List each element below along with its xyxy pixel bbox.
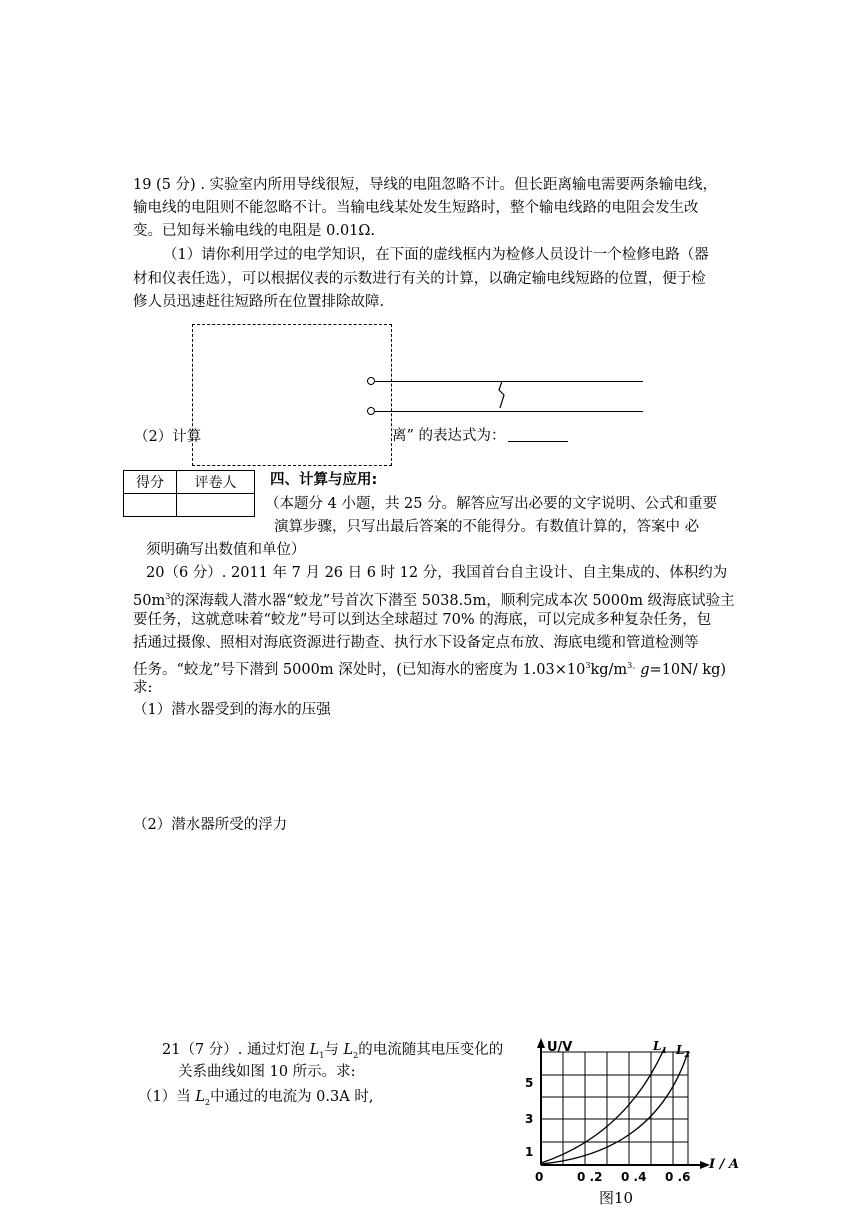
score-cell[interactable]: [124, 494, 177, 517]
curve-L1: [541, 1049, 664, 1163]
q19-part2-left: （2）计算: [134, 429, 202, 445]
q20-line3: 要任务，这就意味着“蛟龙”号可以到达全球超过 70% 的海底，可以完成多种复杂任务，包: [133, 612, 712, 628]
q20-line4: 括通过摄像、照相对海底资源进行勘查、执行水下设备定点布放、海底电缆和管道检测等: [133, 635, 699, 651]
q19-line3: 变。已知每米输电线的电阻是 0.01Ω.: [133, 223, 376, 239]
x-tick-0.4: 0 .4: [621, 1170, 647, 1184]
q19-line2: 输电线的电阻则不能忽略不计。当输电线某处发生短路时，整个输电线路的电阻会发生改: [133, 200, 699, 216]
circuit-design-box: [192, 324, 392, 466]
curve-L2-label: $L_2$: [676, 1043, 691, 1059]
q19-line1: 19 (5 分) . 实验室内所用导线很短，导线的电阻忽略不计。但长距离输电需要两条输电线，: [133, 177, 718, 193]
q20-line1: 20（6 分）. 2011 年 7 月 26 日 6 时 12 分，我国首台自主设计、自主集成的、体积约为: [146, 565, 728, 581]
q19-part1-line3: 修人员迅速赶往短路所在位置排除故障.: [133, 294, 385, 310]
grader-header: 评卷人: [177, 471, 255, 494]
terminal-lower: [367, 407, 375, 415]
y-tick-5: 5: [525, 1076, 534, 1090]
u-axis-arrow: [537, 1038, 545, 1048]
q21-sub1: （1）当 $L_2$中通过的电流为 0.3A 时,: [138, 1089, 374, 1107]
score-table: [123, 470, 255, 517]
section4-line2: 演算步骤，只写出最后答案的不能得分。有数值计算的，答案中 必: [274, 519, 700, 535]
score-header: 得分: [124, 471, 177, 494]
y-tick-1: 1: [525, 1145, 534, 1159]
figure-caption: 图10: [599, 1189, 634, 1207]
q19-part1-line1: （1）请你利用学过的电学知识，在下面的虚线框内为检修人员设计一个检修电路（器: [163, 247, 709, 263]
q21-line2: 关系曲线如图 10 所示。求:: [178, 1064, 356, 1080]
q20-line2: $50m^3$的深海载人潜水器“蛟龙”号首次下潜至 5038.5m，顺利完成本次 5000m 级海底试验主: [133, 592, 735, 609]
y-axis-label: U/V: [547, 1040, 573, 1055]
figure-10-graph: [505, 1035, 750, 1185]
q19-part1-line2: 材和仪表任选），可以根据仪表的示数进行有关的计算，以确定输电线短路的位置，便于检: [133, 271, 706, 287]
x-tick-0.6: 0 .6: [665, 1170, 691, 1184]
grader-cell[interactable]: [177, 494, 255, 517]
q20-sub2: （2）潜水器所受的浮力: [133, 817, 288, 833]
y-tick-3: 3: [525, 1112, 534, 1126]
q19-part2-right: 离” 的表达式为：: [392, 428, 506, 444]
q20-sub1: （1）潜水器受到的海水的压强: [133, 702, 331, 718]
section4-line3: 须明确写出数值和单位）: [146, 542, 306, 558]
line-break-mark: [490, 378, 514, 416]
section4-line1: （本题分 4 小题，共 25 分。解答应写出必要的文字说明、公式和重要: [265, 496, 718, 512]
x-tick-0.2: 0 .2: [577, 1170, 603, 1184]
q20-line6: 求:: [133, 680, 153, 696]
x-tick-0: 0: [535, 1170, 544, 1184]
x-axis-label: I / A: [709, 1157, 739, 1172]
q20-line5: 任务。“蛟龙”号下潜到 5000m 深处时，(已知海水的密度为 $1.03\times 10^3kg/m^{3、}g=10N/$ kg): [133, 661, 727, 678]
q21-line1: 21（7 分）. 通过灯泡 $L_1$与 $L_2$的电流随其电压变化的: [162, 1042, 504, 1060]
terminal-upper: [367, 377, 375, 385]
section4-title: 四、计算与应用:: [270, 472, 378, 488]
curve-L1-label: $L_1$: [653, 1039, 668, 1055]
answer-blank[interactable]: [508, 441, 568, 442]
graph-grid: [541, 1052, 688, 1165]
